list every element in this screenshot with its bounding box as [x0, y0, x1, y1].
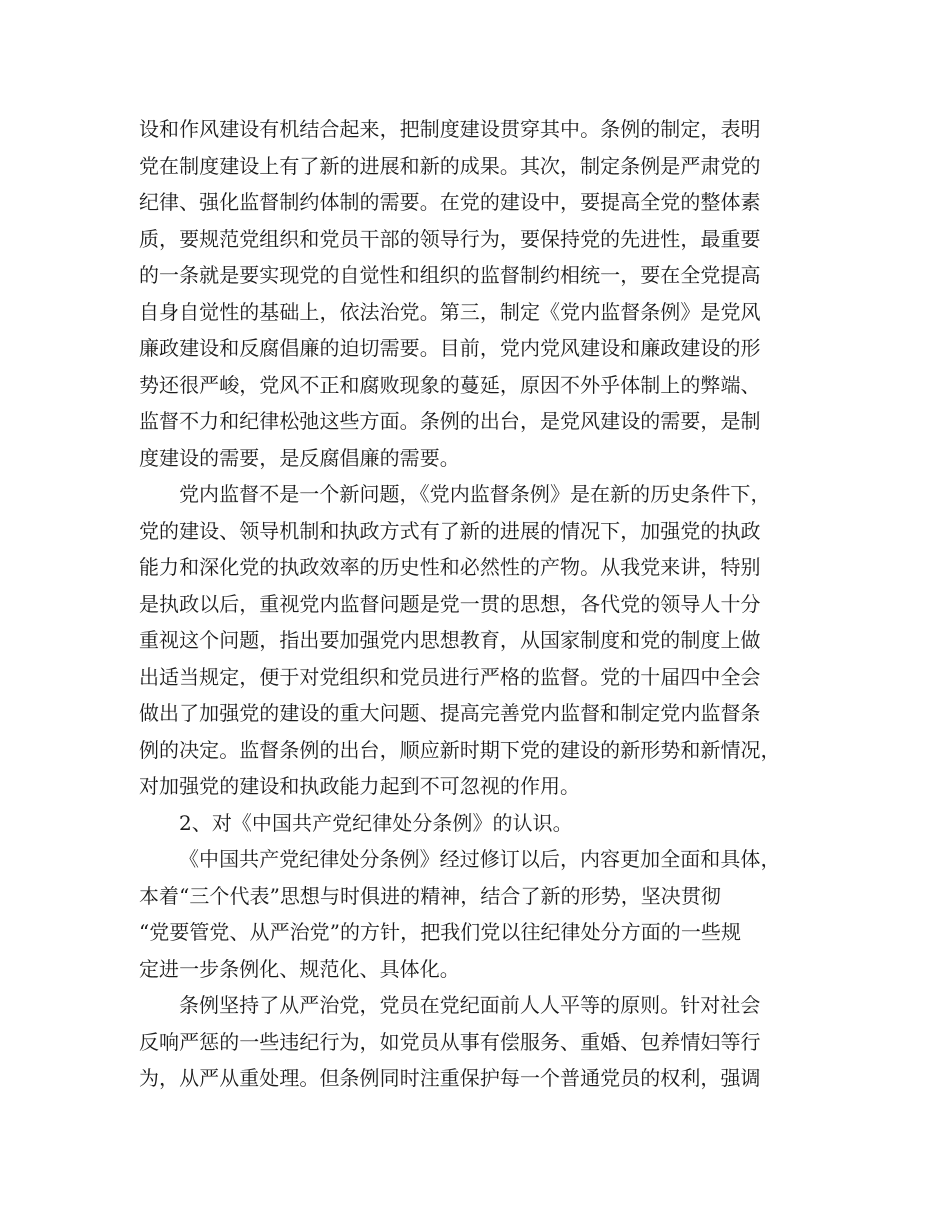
text-line: 设和作风建设有机结合起来，把制度建设贯穿其中。条例的制定，表明 — [139, 117, 761, 141]
text-line: 反响严惩的一些违纪行为，如党员从事有偿服务、重婚、包养情妇等行 — [139, 1029, 761, 1054]
text-line: 定进一步条例化、规范化、具体化。 — [139, 956, 460, 981]
text-line: 势还很严峻，党风不正和腐败现象的蔓延，原因不外乎体制上的弊端、 — [139, 372, 761, 397]
text-line: 是执政以后，重视党内监督问题是党一贯的思想，各代党的领导人十分 — [139, 591, 761, 616]
text-line: 廉政建设和反腐倡廉的迫切需要。目前，党内党风建设和廉政建设的形 — [139, 336, 761, 360]
text-line: 重视这个问题，指出要加强党内思想教育，从国家制度和党的制度上做 — [139, 628, 761, 652]
text-line: 度建设的需要，是反腐倡廉的需要。 — [139, 445, 460, 470]
text-line: 监督不力和纪律松弛这些方面。条例的出台，是党风建设的需要，是制 — [139, 409, 761, 433]
text-line: 党的建设、领导机制和执政方式有了新的进展的情况下，加强党的执政 — [139, 518, 761, 543]
text-line: 《中国共产党纪律处分条例》经过修订以后，内容更加全面和具体， — [179, 847, 781, 871]
text-line: 党内监督不是一个新问题，《党内监督条例》是在新的历史条件下， — [179, 482, 771, 506]
text-line: 条例坚持了从严治党，党员在党纪面前人人平等的原则。针对社会 — [179, 993, 761, 1017]
text-line: “党要管党、从严治党”的方针，把我们党以往纪律处分方面的一些规 — [139, 920, 741, 944]
text-line: 对加强党的建设和执政能力起到不可忽视的作用。 — [139, 774, 581, 798]
text-line: 质，要规范党组织和党员干部的领导行为，要保持党的先进性，最重要 — [139, 226, 761, 251]
document-body-text — [139, 111, 829, 1097]
text-line: 做出了加强党的建设的重大问题、提高完善党内监督和制定党内监督条 — [139, 701, 761, 725]
text-line: 出适当规定，便于对党组织和党员进行严格的监督。党的十届四中全会 — [139, 664, 761, 689]
text-line: 例的决定。监督条例的出台，顺应新时期下党的建设的新形势和新情况， — [139, 737, 781, 762]
text-line: 为，从严从重处理。但条例同时注重保护每一个普通党员的权利，强调 — [139, 1066, 761, 1090]
text-line: 本着“三个代表”思想与时俱进的精神，结合了新的形势，坚决贯彻 — [139, 883, 721, 908]
text-line: 纪律、强化监督制约体制的需要。在党的建设中，要提高全党的整体素 — [139, 190, 761, 214]
text-line: 党在制度建设上有了新的进展和新的成果。其次，制定条例是严肃党的 — [139, 153, 761, 178]
text-line: 的一条就是要实现党的自觉性和组织的监督制约相统一，要在全党提高 — [139, 263, 761, 287]
text-line: 自身自觉性的基础上，依法治党。第三，制定《党内监督条例》是党风 — [139, 299, 761, 324]
text-line: 2、对《中国共产党纪律处分条例》的认识。 — [179, 810, 573, 835]
text-line: 能力和深化党的执政效率的历史性和必然性的产物。从我党来讲，特别 — [139, 555, 761, 579]
